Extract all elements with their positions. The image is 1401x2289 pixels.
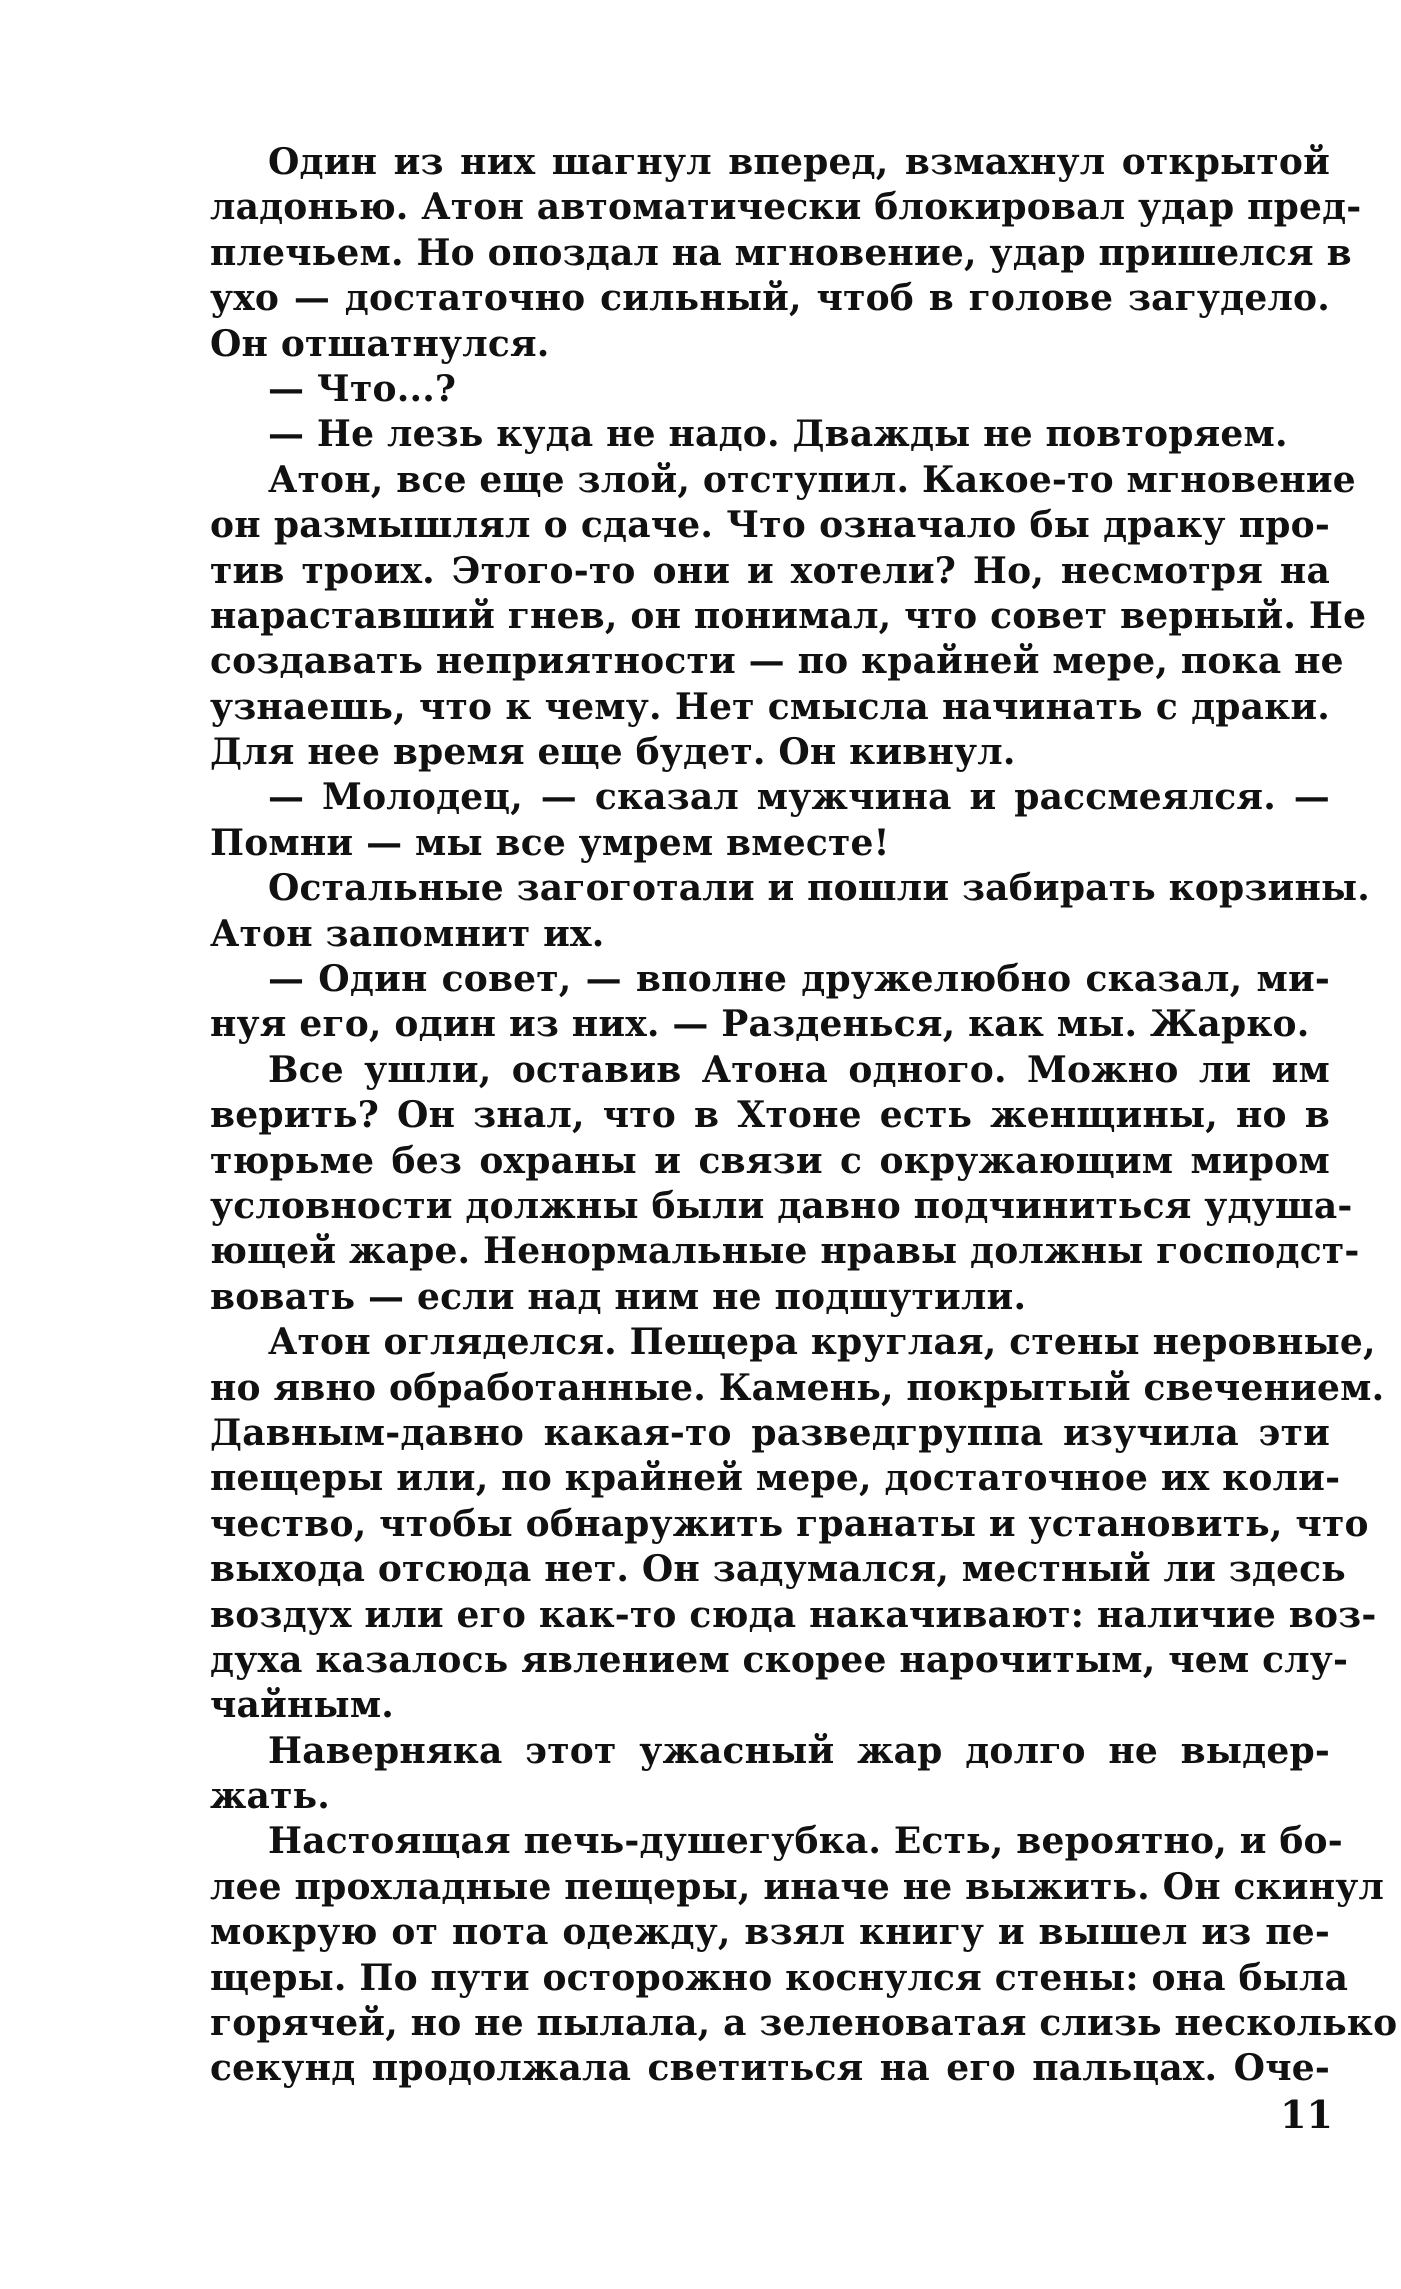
text-line: плечьем. Но опоздал на мгновение, удар пришелся в bbox=[210, 231, 1352, 274]
text-line: создавать неприятности — по крайней мере, пока не bbox=[210, 640, 1344, 683]
text-line: секунд продолжала светиться на его пальцах. Оче- bbox=[210, 2047, 1330, 2090]
text-line: Он отшатнулся. bbox=[210, 322, 550, 365]
text-line: щеры. По пути осторожно коснулся стены: она была bbox=[210, 1956, 1349, 1999]
text-line: — Один совет, — вполне дружелюбно сказал, ми- bbox=[268, 958, 1330, 1001]
text-line: чество, чтобы обнаружить гранаты и установить, что bbox=[210, 1502, 1369, 1545]
text-line: выхода отсюда нет. Он задумался, местный ли здесь bbox=[210, 1548, 1346, 1591]
text-line: — Что...? bbox=[268, 367, 457, 410]
text-line: горячей, но не пылала, а зеленоватая слизь несколько bbox=[210, 2002, 1398, 2045]
body-text bbox=[210, 140, 1398, 2092]
text-line: Для нее время еще будет. Он кивнул. bbox=[210, 731, 1016, 774]
text-line: верить? Он знал, что в Хтоне есть женщины, но в bbox=[210, 1094, 1330, 1137]
text-line: мокрую от пота одежду, взял книгу и вышел из пе- bbox=[210, 1911, 1330, 1954]
text-line: ладонью. Атон автоматически блокировал удар пред- bbox=[210, 186, 1362, 229]
text-line: пещеры или, по крайней мере, достаточное их коли- bbox=[210, 1457, 1341, 1500]
text-line: Остальные загоготали и пошли забирать корзины. bbox=[268, 867, 1371, 910]
text-line: — Молодец, — сказал мужчина и рассмеялся. — bbox=[268, 776, 1330, 819]
text-line: тюрьме без охраны и связи с окружающим миром bbox=[210, 1139, 1330, 1182]
text-line: Помни — мы все умрем вместе! bbox=[210, 821, 890, 864]
text-line: чайным. bbox=[210, 1684, 395, 1727]
text-line: Один из них шагнул вперед, взмахнул открытой bbox=[268, 141, 1330, 183]
text-line: Все ушли, оставив Атона одного. Можно ли им bbox=[268, 1048, 1330, 1091]
text-line: Атон запомнит их. bbox=[210, 912, 605, 955]
text-line: Атон огляделся. Пещера круглая, стены неровные, bbox=[268, 1321, 1376, 1364]
text-line: ухо — достаточно сильный, чтоб в голове загудело. bbox=[210, 277, 1330, 320]
text-line: но явно обработанные. Камень, покрытый свечением. bbox=[210, 1366, 1385, 1409]
text-line: ющей жаре. Ненормальные нравы должны господст- bbox=[210, 1230, 1360, 1273]
text-line: духа казалось явлением скорее нарочитым, чем слу- bbox=[210, 1638, 1349, 1681]
text-line: узнаешь, что к чему. Нет смысла начинать с драки. bbox=[210, 685, 1330, 728]
text-line: воздух или его как-то сюда накачивают: наличие воз- bbox=[210, 1593, 1377, 1636]
text-line: он размышлял о сдаче. Что означало бы драку про- bbox=[210, 504, 1330, 547]
text-line: Давным-давно какая-то разведгруппа изучила эти bbox=[210, 1411, 1330, 1454]
text-line: Настоящая печь-душегубка. Есть, вероятно, и бо- bbox=[268, 1820, 1343, 1863]
text-line: условности должны были давно подчиниться удуша- bbox=[210, 1184, 1353, 1227]
text-line: вовать — если над ним не подшутили. bbox=[210, 1275, 1027, 1318]
text-line: Наверняка этот ужасный жар долго не выдер- bbox=[268, 1729, 1330, 1772]
text-line: нуя его, один из них. — Разденься, как мы. Жарко. bbox=[210, 1003, 1310, 1046]
page-number: 11 bbox=[1280, 2092, 1333, 2137]
text-line: нараставший гнев, он понимал, что совет верный. Не bbox=[210, 594, 1367, 637]
text-line: Атон, все еще злой, отступил. Какое-то мгновение bbox=[268, 458, 1356, 501]
text-line: — Не лезь куда не надо. Дважды не повторяем. bbox=[268, 413, 1288, 456]
text-line: тив троих. Этого-то они и хотели? Но, несмотря на bbox=[210, 549, 1330, 592]
text-line: лее прохладные пещеры, иначе не выжить. Он скинул bbox=[210, 1865, 1385, 1908]
text-line: жать. bbox=[210, 1775, 330, 1818]
